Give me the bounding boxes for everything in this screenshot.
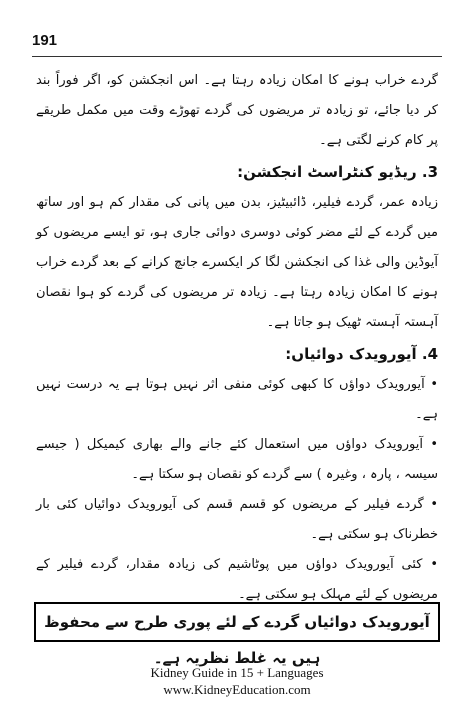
page-number: 191 — [32, 32, 58, 49]
radiocontrast-paragraph: زیادہ عمر، گردے فیلیر، ڈائبیٹیز، بدن میں پانی کی مقدار کم ہو اور ساتھ میں گردے کے لئے مضر کوئی دوسری دوائی جاری ہو، تو ایسے مریضوں کو آیوڈین والی غذا کی انجکشن لگا کر ایکسرے جانچ کرانے کے بعد گردے خراب ہونے کا امکان زیادہ رہتا ہے۔ زیادہ تر مریضوں کی گردے کو ہوا نقصان آہستہ آہستہ ٹھیک ہو جاتا ہے۔ — [36, 195, 438, 330]
bullet-item: • کئی آیورویدک دواؤں میں پوٹاشیم کی زیادہ مقدار، گردے فیلیر کے مریضوں کے لئے مہلک ہو سکتی ہے۔ — [36, 557, 438, 602]
intro-paragraph: گردے خراب ہونے کا امکان زیادہ رہتا ہے۔ اس انجکشن کو، اگر فوراً بند کر دیا جائے، تو زیادہ تر مریضوں کی گردے تھوڑے وقت میں مکمل طریقے پر کام کرنے لگتی ہے۔ — [36, 73, 438, 148]
bullet-item: • آیورویدک دواؤں کا کبھی کوئی منفی اثر نہیں ہوتا ہے یہ درست نہیں ہے۔ — [36, 377, 438, 422]
bullet-item: • آیورویدک دواؤں میں استعمال کئے جانے والے بھاری کیمیکل ( جیسے سیسہ ، پارہ ، وغیرہ ) سے گردے کو نقصان ہو سکتا ہے۔ — [36, 437, 438, 482]
page-body — [36, 66, 438, 610]
header-divider — [32, 56, 442, 57]
footer-website-link[interactable]: www.KidneyEducation.com — [163, 682, 311, 697]
section-heading-ayurvedic: 4. آیورویدک دوائیاں: — [285, 345, 438, 363]
footer — [0, 664, 474, 698]
bullet-item: • گردے فیلیر کے مریضوں کو قسم قسم کی آیورویدک دوائیاں کئی بار خطرناک ہو سکتی ہے۔ — [36, 497, 438, 542]
section-heading-radiocontrast: 3. ریڈیو کنٹراسٹ انجکشن: — [237, 163, 438, 181]
callout-box: آیورویدک دوائیاں گردے کے لئے پوری طرح سے محفوظ ہیں یہ غلط نظریہ ہے۔ — [34, 602, 440, 642]
footer-title: Kidney Guide in 15 + Languages — [150, 665, 324, 680]
